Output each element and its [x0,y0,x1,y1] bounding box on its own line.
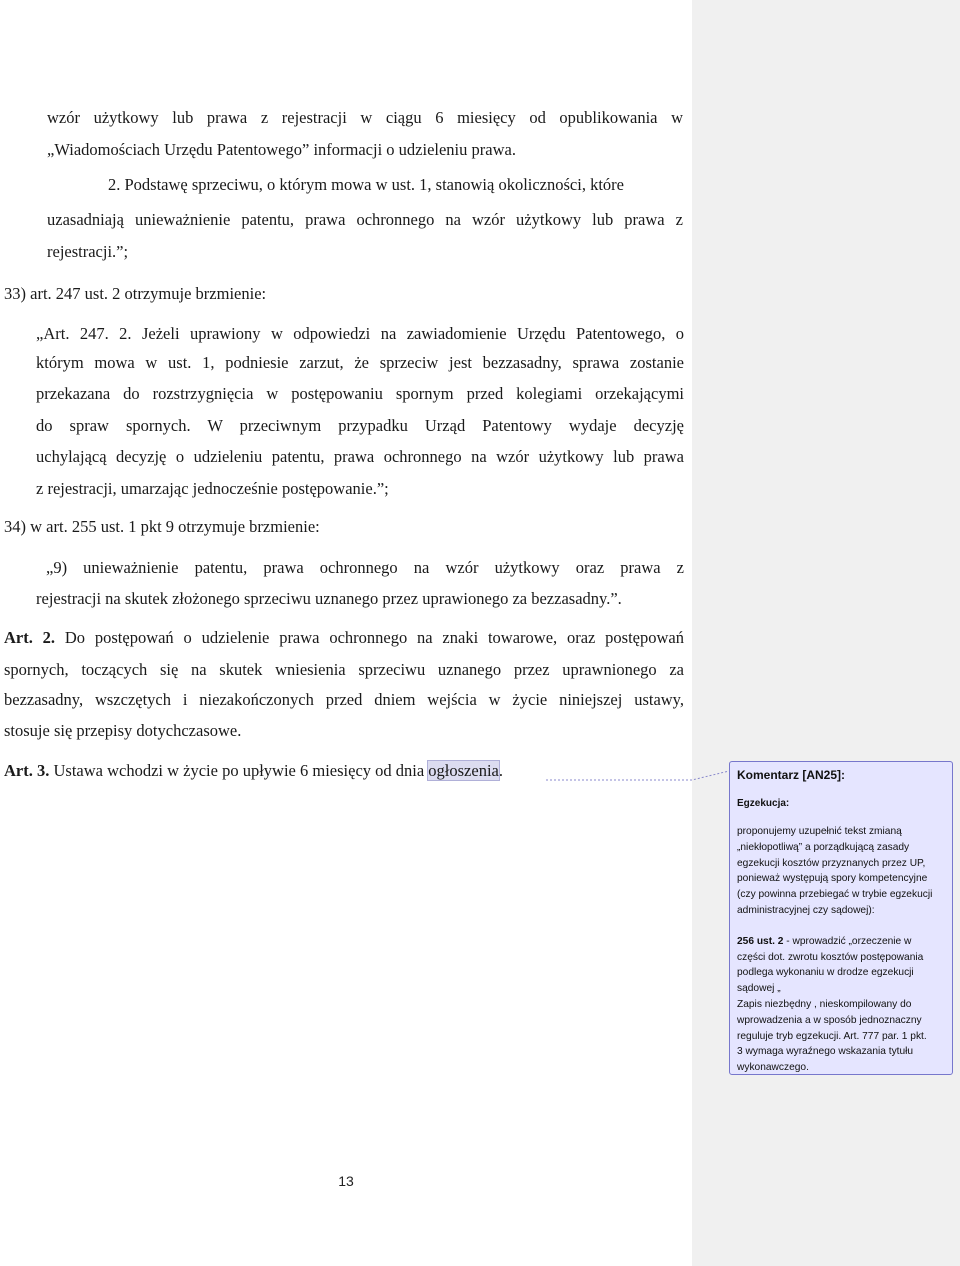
comment-title: Komentarz [AN25]: [737,768,846,782]
comment-text: - wprowadzić „orzeczenie w części dot. zwrotu kosztów postępowania podlega wykonaniu w drodze egzekucji sądowej „ Zapis niezbędny , nieskompilowany do wprowadzenia a w sposób jednoznaczny reguluje tryb egzekucji. Art. 777 par. 1 pkt. 3 wymaga wyraźnego wskazania tytułu wykonawczego. [737,935,927,1074]
comment-paragraph [737,934,945,1076]
comment-reference: 256 ust. 2 [737,935,784,947]
page-number: 13 [338,1173,354,1189]
body-line: którym mowa w ust. 1, podniesie zarzut, że sprzeciw jest bezzasadny, sprawa zostanie [36,353,684,372]
article-2-label: Art. 2. [4,628,56,647]
body-line: przekazana do rozstrzygnięcia w postępowaniu spornym przed kolegiami orzekającymi [36,384,684,403]
body-text: Ustawa wchodzi w życie po upływie 6 miesięcy od dnia [49,761,429,780]
body-line: rejestracji na skutek złożonego sprzeciwu uznanego przez uprawionego za bezzasadny.”. [36,589,622,608]
body-line: uchylającą decyzję o udzieleniu patentu, prawa ochronnego na wzór użytkowy lub prawa [36,447,684,466]
article-3-label: Art. 3. [4,761,50,780]
body-line: „Wiadomościach Urzędu Patentowego” informacji o udzieleniu prawa. [47,140,516,159]
comment-balloon[interactable] [729,761,953,1075]
comment-paragraph: proponujemy uzupełnić tekst zmianą „niekłopotliwą” a porządkującą zasady egzekucji kosztów przyznanych przez UP, ponieważ występują spory kompetencyjne (czy powinna przebiegać w trybie egzekucji administracyjnej czy sądowej): [737,826,933,916]
body-line: z rejestracji, umarzając jednocześnie postępowanie.”; [36,479,389,498]
amendment-heading: 34) w art. 255 ust. 1 pkt 9 otrzymuje brzmienie: [4,517,320,536]
body-line: bezzasadny, wszczętych i niezakończonych przed dniem wejścia w życie niniejszej ustawy, [4,690,684,709]
comment-label: Egzekucja: [737,798,790,809]
body-line: rejestracji.”; [47,242,129,261]
body-line: 2. Podstawę sprzeciwu, o którym mowa w ust. 1, stanowią okoliczności, które [108,175,624,194]
body-text: Do postępowań o udzielenie prawa ochronnego na znaki towarowe, oraz postępowań [55,628,684,647]
body-line: „9) unieważnienie patentu, prawa ochronnego na wzór użytkowy oraz prawa z [46,558,684,577]
comment-anchor-highlight[interactable]: ogłoszenia [428,761,499,780]
body-text: . [498,761,503,780]
body-line: do spraw spornych. W przeciwnym przypadku Urząd Patentowy wydaje decyzję [36,416,684,435]
body-line: wzór użytkowy lub prawa z rejestracji w ciągu 6 miesięcy od opublikowania w [47,108,683,127]
body-line: spornych, toczących się na skutek wniesienia sprzeciwu uznanego przez uprawnionego za [4,660,684,679]
body-line: „Art. 247. 2. Jeżeli uprawiony w odpowiedzi na zawiadomienie Urzędu Patentowego, o [36,324,684,343]
body-line: uzasadniają unieważnienie patentu, prawa ochronnego na wzór użytkowy lub prawa z [47,210,683,229]
body-line: stosuje się przepisy dotychczasowe. [4,721,242,740]
amendment-heading: 33) art. 247 ust. 2 otrzymuje brzmienie: [4,284,267,303]
